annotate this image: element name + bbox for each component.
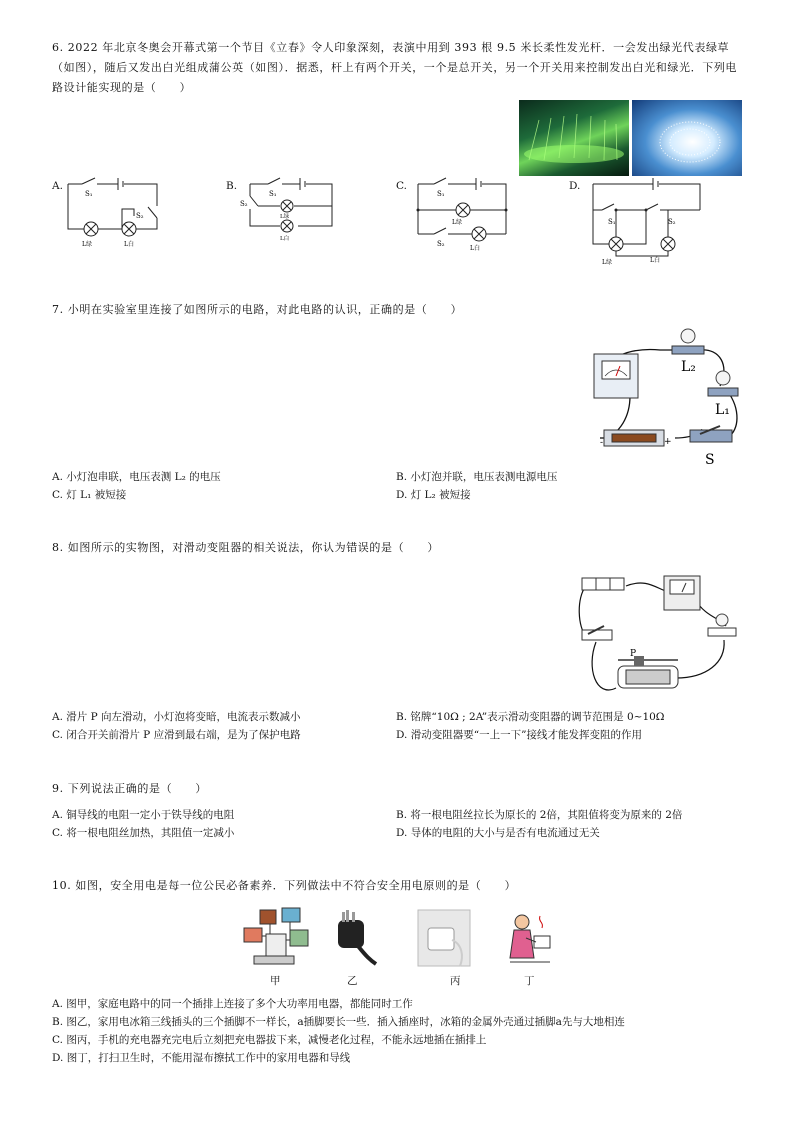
figure-caption-yi: 乙 — [347, 975, 358, 987]
circuit-d-s2: S₂ — [668, 218, 676, 226]
q9-option-d[interactable]: D. 导体的电阻的大小与是否有电流通过无关 — [396, 827, 600, 839]
lamp-green-icon — [84, 222, 98, 236]
q8-option-c[interactable]: C. 闭合开关前滑片 P 应滑到最右端，是为了保护电路 — [52, 729, 301, 741]
rheostat-icon — [618, 656, 678, 688]
ammeter-icon — [664, 576, 700, 610]
bulb-l1-icon — [708, 371, 738, 396]
q7-fig-s: S — [705, 452, 715, 466]
q6-option-c-label[interactable]: C. — [396, 180, 407, 192]
question-10-stem: 10. 如图，安全用电是每一位公民必备素养．下列做法中不符合安全用电原则的是（ ） — [52, 879, 517, 892]
circuit-d-lw: L白 — [650, 257, 660, 264]
circuit-b-diagram — [240, 176, 340, 251]
phone-charger-socket-picture — [414, 906, 474, 968]
circuit-a-s1: S₁ — [85, 190, 93, 198]
q7-option-d[interactable]: D. 灯 L₂ 被短接 — [396, 489, 471, 501]
switch-icon — [582, 626, 612, 640]
q9-option-a[interactable]: A. 铜导线的电阻一定小于铁导线的电阻 — [52, 809, 235, 821]
circuit-c-s1: S₁ — [437, 190, 445, 198]
voltmeter-icon — [594, 354, 638, 398]
q10-option-b[interactable]: B. 图乙，家用电冰箱三线插头的三个插脚不一样长，a插脚要长一些．插入插座时，冰箱的金属外壳通过插脚a先与大地相连 — [52, 1016, 625, 1028]
lamp-white-icon — [122, 222, 136, 236]
battery-pack-icon — [582, 578, 624, 590]
question-8-stem: 8. 如图所示的实物图，对滑动变阻器的相关说法，你认为错误的是（ ） — [52, 541, 439, 554]
circuit-b-lg: L绿 — [280, 214, 290, 220]
circuit-b-s1: S₁ — [269, 190, 277, 198]
q6-option-b-label[interactable]: B. — [226, 180, 238, 192]
question-9-stem: 9. 下列说法正确的是（ ） — [52, 782, 207, 795]
figure-caption-jia: 甲 — [270, 975, 281, 987]
circuit-c-lg: L绿 — [452, 219, 462, 226]
svg-text:+: + — [664, 437, 672, 447]
circuit-c-lw: L白 — [470, 245, 480, 251]
q7-fig-l1: L₁ — [715, 402, 730, 418]
bulb-icon — [708, 614, 736, 636]
q7-option-b[interactable]: B. 小灯泡并联，电压表测电源电压 — [396, 471, 558, 483]
svg-text:-: - — [600, 438, 604, 448]
circuit-c-diagram — [410, 176, 515, 251]
white-dandelion-photo — [632, 100, 742, 176]
figure-caption-bing: 丙 — [450, 975, 461, 987]
q10-option-d[interactable]: D. 图丁，打扫卫生时，不能用湿布擦拭工作中的家用电器和导线 — [52, 1052, 351, 1064]
q8-fig-p: P — [630, 649, 637, 659]
q7-fig-l2: L₂ — [681, 359, 696, 375]
q6-option-a-label[interactable]: A. — [52, 180, 63, 192]
wet-cloth-cleaning-picture — [504, 908, 554, 968]
circuit-c-s2: S₂ — [437, 240, 445, 248]
bulb-l2-icon — [672, 329, 704, 354]
three-prong-plug-picture — [330, 910, 380, 966]
q7-option-c[interactable]: C. 灯 L₁ 被短接 — [52, 489, 127, 501]
overloaded-power-strip-picture — [240, 904, 314, 970]
circuit-d-diagram — [588, 176, 708, 266]
circuit-d-s1: S₁ — [608, 218, 616, 226]
q10-option-c[interactable]: C. 图丙，手机的充电器充完电后立刻把充电器拔下来，减慢老化过程，不能永远地插在插排上 — [52, 1034, 487, 1046]
q6-option-d-label[interactable]: D. — [569, 180, 581, 192]
switch-s-icon — [690, 426, 732, 442]
q8-option-b[interactable]: B. 铭牌“10Ω ; 2A”表示滑动变阻器的调节范围是 0~10Ω — [396, 711, 665, 723]
q7-circuit-figure — [590, 326, 750, 466]
q8-option-a[interactable]: A. 滑片 P 向左滑动，小灯泡将变暗，电流表示数减小 — [52, 711, 301, 723]
q8-option-d[interactable]: D. 滑动变阻器要“一上一下”接线才能发挥变阻的作用 — [396, 729, 642, 741]
question-6-stem: 6. 2022 年北京冬奥会开幕式第一个节目《立春》令人印象深刻，表演中用到 393 根 9.5 米长柔性发光杆．一会发出绿光代表绿草（如图），随后又发出白光组成蒲公英（如图）．据悉，杆上有两个开关，一个是总开关，另一个开关用来控制发出白光和绿光．下列电路设计能实现的是（ ） — [52, 41, 737, 94]
circuit-a-lw: L白 — [124, 241, 134, 248]
q10-option-a[interactable]: A. 图甲，家庭电路中的同一个插排上连接了多个大功率用电器，都能同时工作 — [52, 998, 413, 1010]
circuit-b-s2: S₂ — [240, 200, 248, 208]
circuit-a-lg: L绿 — [82, 241, 92, 248]
q7-option-a[interactable]: A. 小灯泡串联，电压表测 L₂ 的电压 — [52, 471, 221, 483]
question-7-stem: 7. 小明在实验室里连接了如图所示的电路，对此电路的认识，正确的是（ ） — [52, 303, 463, 316]
figure-caption-ding: 丁 — [524, 975, 535, 987]
circuit-a-s2: S₂ — [136, 212, 144, 220]
circuit-b-lw: L白 — [280, 236, 290, 242]
q9-option-c[interactable]: C. 将一根电阻丝加热，其阻值一定减小 — [52, 827, 235, 839]
battery-icon — [604, 430, 664, 446]
q8-circuit-figure — [576, 568, 746, 704]
circuit-d-lg: L绿 — [602, 259, 612, 266]
green-grass-photo — [519, 100, 629, 176]
circuit-a-diagram — [62, 176, 172, 251]
q9-option-b[interactable]: B. 将一根电阻丝拉长为原长的 2倍，其阻值将变为原来的 2倍 — [396, 809, 683, 821]
